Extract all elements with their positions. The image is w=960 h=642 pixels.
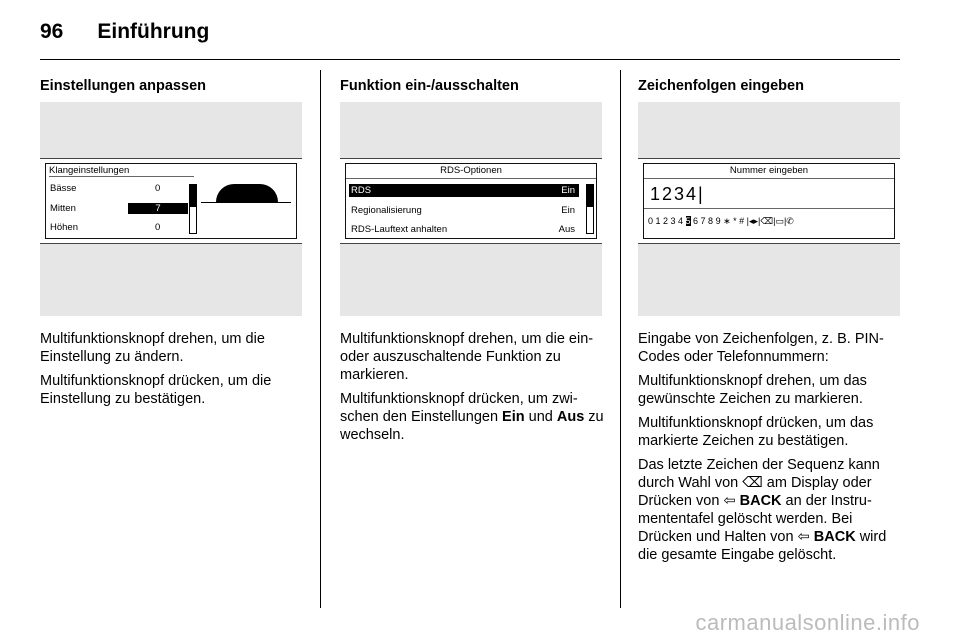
instruction-paragraph: Multifunktionsknopf drücken, um die Einstellung zu bestätigen.: [40, 373, 272, 407]
body-text: [40, 330, 304, 414]
character-picker: 0 1 2 3 4 5 6 7 8 9 ∗ * # |◂▸|⌫|▭|✆: [648, 216, 794, 226]
instruction-paragraph: Das letzte Zeichen der Sequenz kann durch Wahl von ⌫ am Display oder Drücken von ⇦ BACK an der Instru- mententafel gelöscht werden. Bei Drücken und Halten von ⇦ BACK wird die gesamte Eingabe gelöscht.: [638, 457, 887, 563]
body-text: [638, 330, 902, 570]
selected-character: 5: [685, 216, 691, 226]
title-rule: [644, 178, 894, 179]
body-text: [340, 330, 604, 450]
instruction-paragraph: Eingabe von Zeichenfolgen, z. B. PIN-Codes oder Telefonnummern:: [638, 331, 884, 365]
number-entry-screenshot: [638, 102, 900, 316]
back-arrow-icon: ⇦: [797, 529, 814, 545]
entered-text: 1234|: [650, 184, 705, 204]
option-row-selected: RDS Ein: [349, 184, 579, 197]
title-rule: [346, 178, 596, 179]
option-row: RDS-Lauftext anhalten Aus: [351, 224, 575, 235]
gauge-arc: [216, 184, 278, 202]
screen-title: Klangeinstellungen: [49, 165, 194, 177]
instruction-paragraph: Multifunktionsknopf drücken, um das markierte Zeichen zu bestätigen.: [638, 415, 874, 449]
instruction-paragraph: Multifunktionsknopf drehen, um die ein- oder auszuschaltende Funktion zu markieren.: [340, 331, 594, 383]
rds-options-screenshot: [340, 102, 602, 316]
instruction-paragraph: Multifunktionsknopf drehen, um die Einstellung zu ändern.: [40, 331, 265, 365]
entry-rule: [644, 208, 894, 209]
chapter-title: Einführung: [97, 20, 210, 43]
screen-title: Nummer eingeben: [729, 165, 809, 176]
screen-title: RDS-Optionen: [440, 165, 502, 176]
watermark: carmanualsonline.info: [695, 610, 920, 635]
phonebook-icon: ▭|: [775, 216, 787, 226]
section-heading: Einstellungen anpassen: [40, 78, 206, 94]
page-header: [40, 20, 209, 44]
header-rule: [40, 59, 900, 60]
setting-row: Höhen 0: [50, 222, 161, 233]
delete-icon: ⌫: [742, 475, 763, 491]
section-heading: Zeichenfolgen eingeben: [638, 78, 804, 94]
scrollbar: [586, 184, 594, 234]
scrollbar: [189, 184, 197, 234]
setting-row: Bässe 0: [50, 183, 161, 194]
gauge-baseline: [201, 202, 291, 203]
column-divider: [620, 70, 621, 608]
cursor-arrows-icon: |◂▸|: [746, 216, 761, 226]
page-number: 96: [40, 20, 64, 43]
back-arrow-icon: ⇦: [723, 493, 740, 509]
backspace-icon: ⌫|: [760, 216, 776, 226]
section-heading: Funktion ein-/ausschalten: [340, 78, 519, 94]
setting-row-selected: Mitten 7: [50, 203, 190, 214]
option-row: Regionalisierung Ein: [351, 205, 575, 216]
instruction-paragraph: Multifunktionsknopf drehen, um das gewünschte Zeichen zu markieren.: [638, 373, 867, 407]
column-divider: [320, 70, 321, 608]
instruction-paragraph: Multifunktionsknopf drücken, um zwi- schen den Einstellungen Ein und Aus zu wechseln.: [340, 391, 604, 443]
sound-settings-screenshot: [40, 102, 302, 316]
phone-icon: ✆: [786, 216, 794, 226]
